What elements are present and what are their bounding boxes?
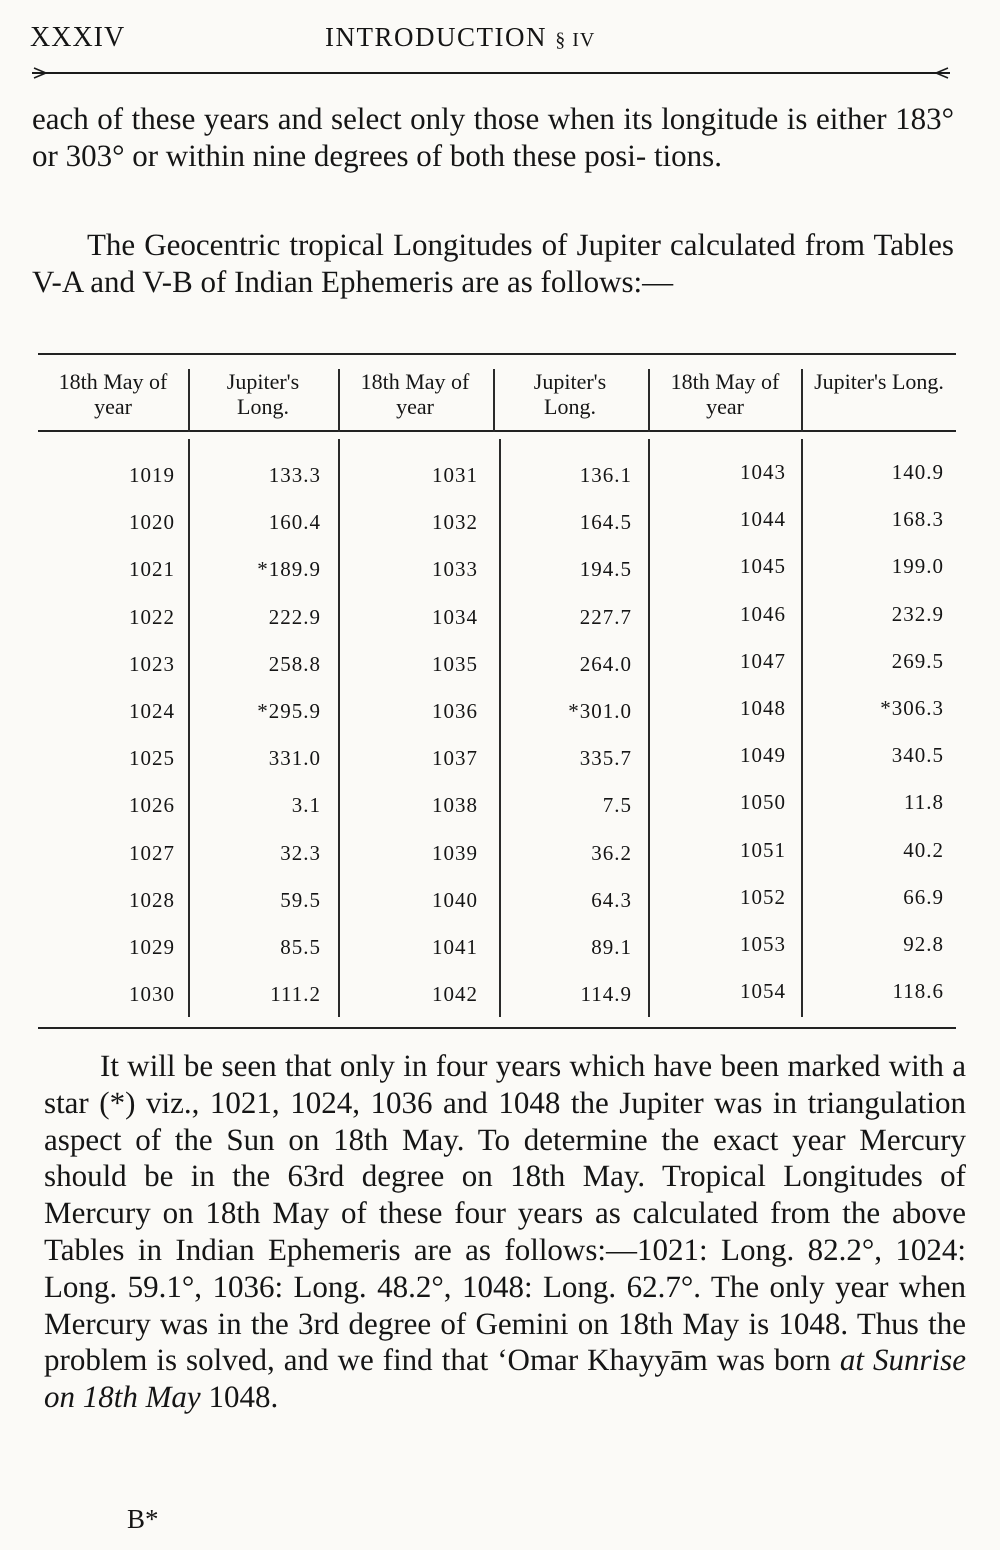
year-cell: 1043 bbox=[740, 460, 786, 484]
longitude-cell: 258.8 bbox=[268, 651, 321, 676]
year-cell: 1030 bbox=[129, 982, 175, 1007]
longitude-cell: 164.5 bbox=[579, 510, 632, 535]
column-header: Jupiter's Long. bbox=[226, 369, 300, 419]
jupiter-longitude-table bbox=[38, 353, 956, 1033]
longitude-cell: 168.3 bbox=[891, 507, 944, 532]
year-cell: 1039 bbox=[432, 840, 478, 865]
longitude-cell: 140.9 bbox=[891, 460, 944, 484]
conclusion-year: 1048. bbox=[208, 1379, 279, 1415]
running-title-text: INTRODUCTION bbox=[325, 22, 547, 52]
folio-number: XXXIV bbox=[30, 22, 126, 53]
year-cell: 1021 bbox=[129, 557, 175, 582]
longitude-cell: 136.1 bbox=[579, 463, 632, 487]
column-divider bbox=[188, 369, 190, 432]
longitude-cell: 194.5 bbox=[579, 557, 632, 582]
longitude-cell: 335.7 bbox=[579, 746, 632, 771]
longitude-cell: 59.5 bbox=[280, 887, 321, 912]
longitude-cell: 269.5 bbox=[891, 648, 944, 673]
column-divider bbox=[801, 439, 803, 1017]
longitude-cell: 232.9 bbox=[891, 601, 944, 626]
year-cell: 1051 bbox=[740, 837, 786, 862]
section-mark: § IV bbox=[555, 29, 596, 51]
longitude-cell: 222.9 bbox=[268, 604, 321, 629]
longitude-cell: 11.8 bbox=[904, 790, 944, 815]
paragraph-conclusion bbox=[44, 1048, 966, 1416]
longitude-cell: 160.4 bbox=[268, 510, 321, 535]
year-cell: 1024 bbox=[129, 699, 175, 723]
longitude-cell: *295.9 bbox=[257, 699, 321, 723]
longitude-cell: 32.3 bbox=[280, 840, 321, 865]
longitude-cell: 92.8 bbox=[903, 932, 944, 956]
column-header: 18th May of year bbox=[360, 369, 470, 419]
year-cell: 1022 bbox=[129, 604, 175, 629]
column-divider bbox=[499, 439, 501, 1017]
year-cell: 1029 bbox=[129, 935, 175, 959]
longitude-cell: 340.5 bbox=[891, 743, 944, 768]
year-cell: 1019 bbox=[129, 463, 175, 487]
longitude-cell: 85.5 bbox=[280, 935, 321, 959]
longitude-cell: 114.9 bbox=[580, 982, 632, 1007]
year-cell: 1050 bbox=[740, 790, 786, 815]
year-cell: 1052 bbox=[740, 884, 786, 909]
longitude-cell: 118.6 bbox=[892, 979, 944, 1004]
year-cell: 1036 bbox=[432, 699, 478, 723]
year-cell: 1028 bbox=[129, 887, 175, 912]
year-cell: 1048 bbox=[740, 696, 786, 720]
signature-mark: B* bbox=[127, 1504, 159, 1534]
column-header: Jupiter's Long. bbox=[814, 369, 944, 394]
longitude-cell: 66.9 bbox=[903, 884, 944, 909]
longitude-cell: *189.9 bbox=[257, 557, 321, 582]
longitude-cell: 36.2 bbox=[591, 840, 632, 865]
longitude-cell: 199.0 bbox=[891, 554, 944, 579]
longitude-cell: 227.7 bbox=[579, 604, 632, 629]
year-cell: 1047 bbox=[740, 648, 786, 673]
year-cell: 1027 bbox=[129, 840, 175, 865]
longitude-cell: *301.0 bbox=[568, 699, 632, 723]
longitude-cell: 133.3 bbox=[268, 463, 321, 487]
column-divider bbox=[648, 439, 650, 1017]
year-cell: 1035 bbox=[432, 651, 478, 676]
paragraph-jupiter: The Geocentric tropical Longitudes of Jupiter calculated from Tables V-A and V-B of Indian Ephemeris are as follows:— bbox=[32, 227, 954, 299]
year-cell: 1034 bbox=[432, 604, 478, 629]
longitude-cell: 89.1 bbox=[591, 935, 632, 959]
column-header: Jupiter's Long. bbox=[533, 369, 607, 419]
column-divider bbox=[188, 439, 190, 1017]
column-header: 18th May of year bbox=[670, 369, 780, 419]
year-cell: 1023 bbox=[129, 651, 175, 676]
year-cell: 1041 bbox=[432, 935, 478, 959]
conclusion-italic: at Sunrise on 18th May bbox=[44, 1342, 966, 1415]
page-header bbox=[30, 22, 950, 54]
year-cell: 1042 bbox=[432, 982, 478, 1007]
year-cell: 1046 bbox=[740, 601, 786, 626]
year-cell: 1037 bbox=[432, 746, 478, 771]
year-cell: 1025 bbox=[129, 746, 175, 771]
year-cell: 1053 bbox=[740, 932, 786, 956]
header-rule bbox=[32, 66, 950, 80]
table-bottom-rule bbox=[38, 1027, 956, 1029]
year-cell: 1031 bbox=[432, 463, 478, 487]
year-cell: 1020 bbox=[129, 510, 175, 535]
longitude-cell: 331.0 bbox=[268, 746, 321, 771]
column-divider bbox=[801, 369, 803, 432]
table-header-rule bbox=[38, 430, 956, 432]
longitude-cell: 111.2 bbox=[270, 982, 321, 1007]
year-cell: 1040 bbox=[432, 887, 478, 912]
year-cell: 1033 bbox=[432, 557, 478, 582]
column-divider bbox=[338, 439, 340, 1017]
year-cell: 1045 bbox=[740, 554, 786, 579]
longitude-cell: 64.3 bbox=[591, 887, 632, 912]
column-header: 18th May of year bbox=[58, 369, 168, 419]
column-divider bbox=[338, 369, 340, 432]
year-cell: 1049 bbox=[740, 743, 786, 768]
year-cell: 1026 bbox=[129, 793, 175, 818]
table-top-rule bbox=[38, 353, 956, 355]
paragraph-intro: each of these years and select only those when its longitude is either 183° or 303° or within nine degrees of both these posi- tions. bbox=[32, 101, 954, 173]
year-cell: 1038 bbox=[432, 793, 478, 818]
longitude-cell: 7.5 bbox=[602, 793, 632, 818]
longitude-cell: 40.2 bbox=[903, 837, 944, 862]
year-cell: 1044 bbox=[740, 507, 786, 532]
column-divider bbox=[648, 369, 650, 432]
year-cell: 1054 bbox=[740, 979, 786, 1004]
longitude-cell: 264.0 bbox=[579, 651, 632, 676]
conclusion-text: It will be seen that only in four years which have been marked with a star (*) viz., 1021, 1024, 1036 and 1048 the Jupiter was in triangulation aspect of the Sun on 18th May. To determine the exact year Mercury should be in the 63rd degree on 18th May. Tropical Longitudes of Mercury on 18th May of these four years as calculated from the above Tables in Indian Ephemeris are as follows:—1021: Long. 82.2°, 1024: Long. 59.1°, 1036: Long. 48.2°, 1048: Long. 62.7°. The only year when Mercury was in the 3rd degree of Gemini on 18th May is 1048. Thus the problem is solved, and we find that ‘Omar Khayyām was born bbox=[44, 1048, 966, 1378]
running-title bbox=[325, 22, 595, 53]
longitude-cell: *306.3 bbox=[880, 696, 944, 720]
year-cell: 1032 bbox=[432, 510, 478, 535]
column-divider bbox=[493, 369, 495, 432]
longitude-cell: 3.1 bbox=[291, 793, 321, 818]
